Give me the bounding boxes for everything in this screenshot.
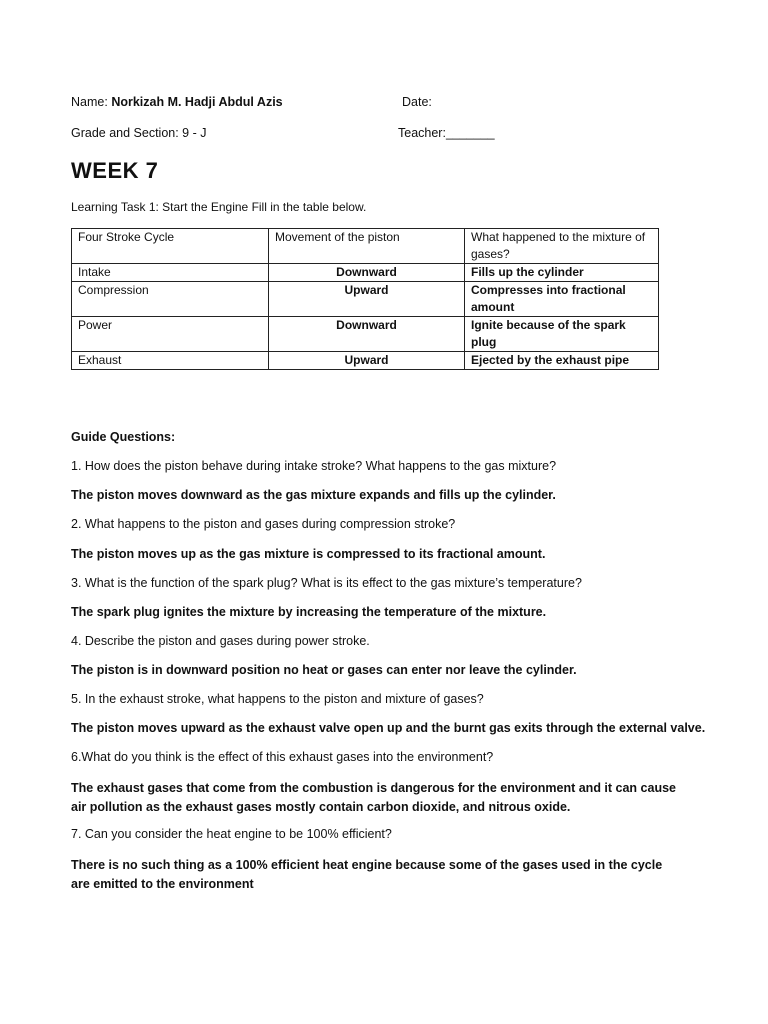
date-label: Date: [402,95,432,109]
stroke-cell: Exhaust [72,352,269,370]
four-stroke-table [71,228,659,370]
table-header-cell: What happened to the mixture of gases? [465,229,659,264]
movement-cell: Downward [269,317,465,352]
answer-1: The piston moves downward as the gas mixture expands and fills up the cylinder. [71,488,556,502]
table-row [72,352,659,370]
student-name: Norkizah M. Hadji Abdul Azis [111,95,283,109]
name-label: Name: [71,95,108,109]
table-row [72,317,659,352]
mixture-cell: Ignite because of the spark plug [465,317,659,352]
grade-section: Grade and Section: 9 - J [71,126,207,140]
question-3: 3. What is the function of the spark plug? What is its effect to the gas mixture’s temperature? [71,576,582,590]
question-1: 1. How does the piston behave during intake stroke? What happens to the gas mixture? [71,459,557,473]
table-row [72,264,659,282]
table-header-cell: Movement of the piston [269,229,465,264]
table-row [72,282,659,317]
question-6: 6.What do you think is the effect of this exhaust gases into the environment? [71,750,494,764]
table-header-cell: Four Stroke Cycle [72,229,269,264]
mixture-cell: Ejected by the exhaust pipe [465,352,659,370]
answer-6: The exhaust gases that come from the combustion is dangerous for the environment and it can cause air pollution as the exhaust gases mostly contain carbon dioxide, and nitrous oxide. [71,781,676,814]
question-4: 4. Describe the piston and gases during power stroke. [71,634,370,648]
movement-cell: Upward [269,352,465,370]
stroke-cell: Intake [72,264,269,282]
question-7: 7. Can you consider the heat engine to be 100% efficient? [71,827,392,841]
teacher-label: Teacher:_______ [398,126,495,140]
stroke-cell: Power [72,317,269,352]
movement-cell: Upward [269,282,465,317]
task-instruction: Learning Task 1: Start the Engine Fill in the table below. [71,200,367,214]
question-2: 2. What happens to the piston and gases during compression stroke? [71,517,456,531]
answer-3: The spark plug ignites the mixture by increasing the temperature of the mixture. [71,605,547,619]
stroke-cell: Compression [72,282,269,317]
movement-cell: Downward [269,264,465,282]
name-line [71,95,283,109]
question-5: 5. In the exhaust stroke, what happens to the piston and mixture of gases? [71,692,484,706]
table-header-row [72,229,659,264]
week-title: WEEK 7 [71,158,159,183]
mixture-cell: Fills up the cylinder [465,264,659,282]
mixture-cell: Compresses into fractional amount [465,282,659,317]
answer-5: The piston moves upward as the exhaust valve open up and the burnt gas exits through the external valve. [71,721,706,735]
guide-heading: Guide Questions: [71,430,176,444]
answer-7: There is no such thing as a 100% efficient heat engine because some of the gases used in the cycle are emitted to the environment [71,858,663,891]
answer-2: The piston moves up as the gas mixture is compressed to its fractional amount. [71,547,546,561]
answer-4: The piston is in downward position no heat or gases can enter nor leave the cylinder. [71,663,577,677]
